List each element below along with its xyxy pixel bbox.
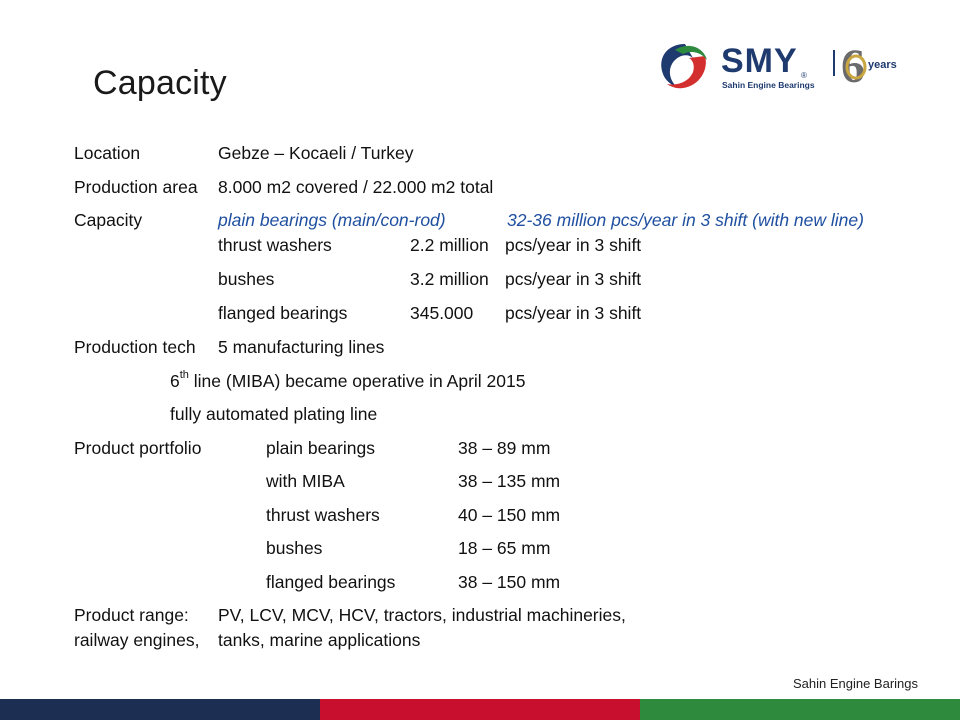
portfolio-item-miba: with MIBA bbox=[266, 471, 345, 491]
portfolio-item-flanged: flanged bearings bbox=[266, 572, 396, 592]
portfolio-range-thrust: 40 – 150 mm bbox=[458, 505, 561, 525]
portfolio-range-plain: 38 – 89 mm bbox=[458, 438, 551, 458]
production-tech-label: Production tech bbox=[74, 337, 196, 357]
capacity-plain-qty: 32-36 million pcs/year in 3 shift (with new line) bbox=[507, 210, 864, 230]
product-range-value-2: tanks, marine applications bbox=[218, 630, 421, 650]
portfolio-range-flanged: 38 – 150 mm bbox=[458, 572, 561, 592]
portfolio-item-plain: plain bearings bbox=[266, 438, 375, 458]
capacity-flanged-qty: 345.000 bbox=[410, 303, 474, 323]
production-tech-value: 5 manufacturing lines bbox=[218, 337, 385, 357]
footer-text: Sahin Engine Barings bbox=[792, 676, 918, 691]
brand-text: SMY bbox=[721, 42, 798, 80]
production-area-value: 8.000 m2 covered / 22.000 m2 total bbox=[218, 177, 494, 197]
production-tech-line6: 6th line (MIBA) became operative in April 2015 bbox=[170, 369, 526, 391]
capacity-flanged-item: flanged bearings bbox=[218, 303, 348, 323]
capacity-plain-item: plain bearings (main/con-rod) bbox=[218, 210, 446, 230]
capacity-bushes-qty: 3.2 million bbox=[410, 269, 489, 289]
location-value: Gebze – Kocaeli / Turkey bbox=[218, 143, 414, 163]
portfolio-label: Product portfolio bbox=[74, 438, 202, 458]
portfolio-item-thrust: thrust washers bbox=[266, 505, 380, 525]
capacity-thrust-item: thrust washers bbox=[218, 235, 332, 255]
anniversary-six: 6 bbox=[841, 40, 865, 93]
anniversary-suffix: years bbox=[868, 59, 897, 71]
swirl-emblem-icon bbox=[661, 44, 707, 88]
capacity-bushes-item: bushes bbox=[218, 269, 275, 289]
capacity-thrust-unit: pcs/year in 3 shift bbox=[505, 235, 642, 255]
product-range-label-2: railway engines, bbox=[74, 630, 200, 650]
portfolio-range-bushes: 18 – 65 mm bbox=[458, 538, 551, 558]
page-title: Capacity bbox=[93, 64, 227, 102]
registered-mark: ® bbox=[801, 71, 807, 80]
location-label: Location bbox=[74, 143, 141, 163]
capacity-bushes-unit: pcs/year in 3 shift bbox=[505, 269, 642, 289]
logo-subtitle: Sahin Engine Bearings bbox=[722, 80, 815, 90]
capacity-label: Capacity bbox=[74, 210, 143, 230]
product-range-label: Product range: bbox=[74, 605, 189, 625]
smy-logo bbox=[655, 36, 935, 98]
capacity-flanged-unit: pcs/year in 3 shift bbox=[505, 303, 642, 323]
product-range-value-1: PV, LCV, MCV, HCV, tractors, industrial machineries, bbox=[218, 605, 626, 625]
footer-bar-red bbox=[320, 699, 640, 720]
footer-bar-blue bbox=[0, 699, 320, 720]
production-tech-line7: fully automated plating line bbox=[170, 404, 378, 424]
production-area-label: Production area bbox=[74, 177, 198, 197]
portfolio-item-bushes: bushes bbox=[266, 538, 323, 558]
portfolio-range-miba: 38 – 135 mm bbox=[458, 471, 561, 491]
footer-bar-green bbox=[640, 699, 960, 720]
capacity-thrust-qty: 2.2 million bbox=[410, 235, 489, 255]
